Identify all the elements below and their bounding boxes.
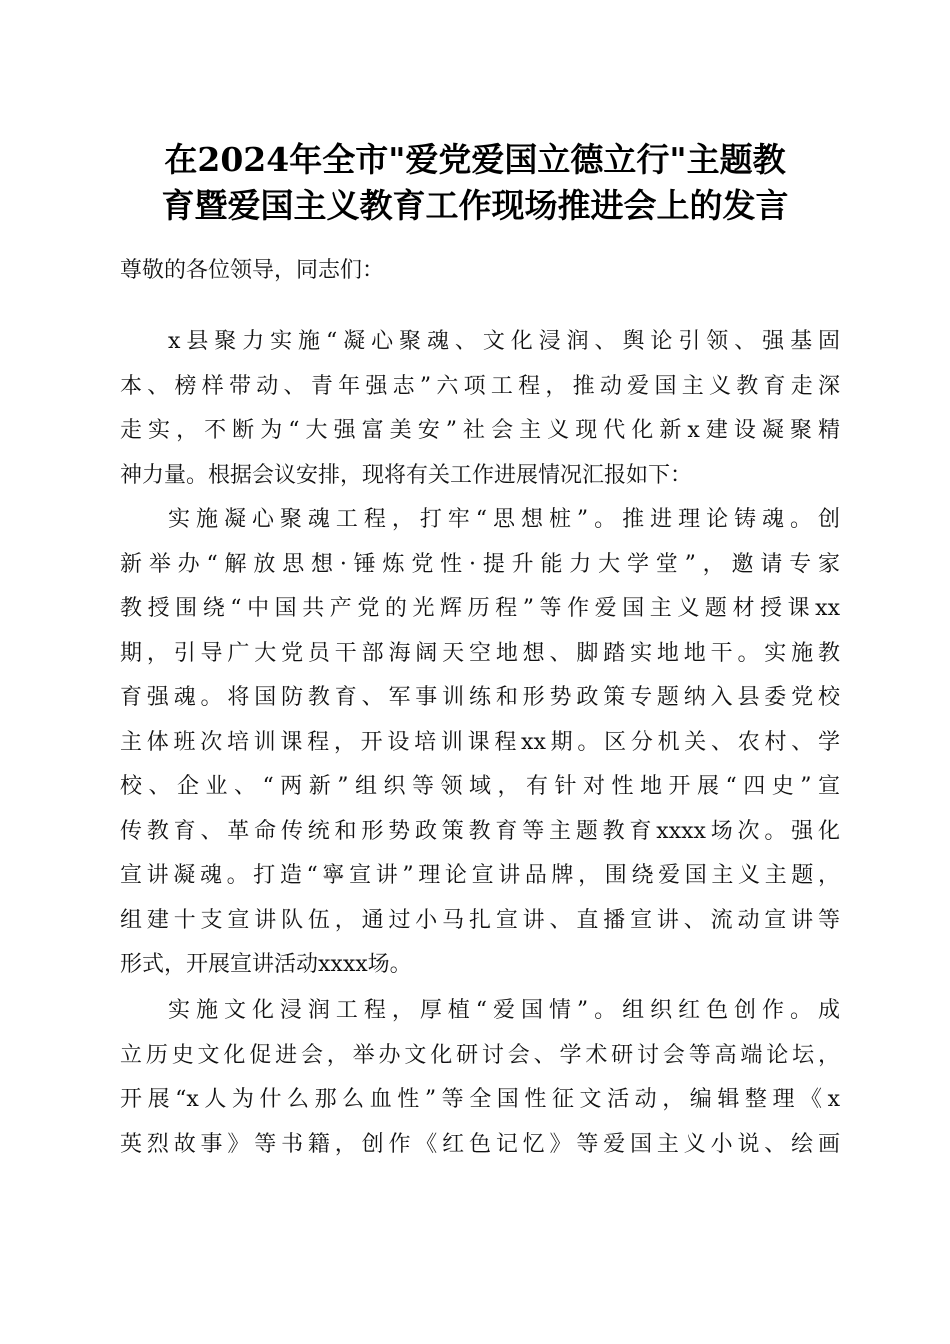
paragraph-wenhua: [120, 989, 840, 1167]
paragraph-line: 神力量。根据会议安排，现将有关工作进展情况汇报如下：: [120, 462, 693, 488]
paragraph-line: 实施凝心聚魂工程，打牢“思想桩”。推进理论铸魂。创: [168, 507, 840, 532]
paragraph-line: 开展“x人为什么那么血性”等全国性征文活动，编辑整理《x: [120, 1087, 840, 1112]
title-line-2: 育暨爱国主义教育工作现场推进会上的发言: [161, 186, 789, 225]
paragraph-line: 期，引导广大党员干部海阔天空地想、脚踏实地地干。实施教: [120, 640, 840, 666]
paragraph-line: 新举办“解放思想·锤炼党性·提升能力大学堂”，邀请专家: [120, 551, 840, 577]
paragraph-line: 英烈故事》等书籍，创作《红色记忆》等爱国主义小说、绘画: [120, 1131, 840, 1157]
paragraph-line: 组建十支宣讲队伍，通过小马扎宣讲、直播宣讲、流动宣讲等: [120, 907, 840, 933]
paragraph-line: 主体班次培训课程，开设培训课程xx期。区分机关、农村、学: [120, 729, 840, 755]
paragraph-line: 本、榜样带动、青年强志”六项工程，推动爱国主义教育走深: [120, 373, 840, 399]
paragraph-line: 育强魂。将国防教育、军事训练和形势政策专题纳入县委党校: [120, 685, 840, 710]
paragraph-line: x县聚力实施“凝心聚魂、文化浸润、舆论引领、强基固: [168, 329, 840, 354]
paragraph-intro: [120, 320, 840, 498]
title-line-1: 在2024年全市"爱党爱国立德立行"主题教: [164, 140, 786, 179]
paragraph-line: 校、企业、“两新”组织等领域，有针对性地开展“四史”宣: [120, 774, 840, 799]
salutation: 尊敬的各位领导，同志们：: [120, 258, 385, 283]
paragraph-line: 走实，不断为“大强富美安”社会主义现代化新x建设凝聚精: [120, 418, 840, 443]
paragraph-line: 教授围绕“中国共产党的光辉历程”等作爱国主义题材授课xx: [120, 596, 840, 621]
paragraph-line: 立历史文化促进会，举办文化研讨会、学术研讨会等高端论坛，: [120, 1042, 840, 1068]
paragraph-ningxin: [120, 498, 840, 988]
paragraph-line: 实施文化浸润工程，厚植“爱国情”。组织红色创作。成: [168, 998, 840, 1023]
document-title: [110, 137, 840, 229]
paragraph-line: 形式，开展宣讲活动xxxx场。: [120, 952, 412, 977]
paragraph-line: 宣讲凝魂。打造“寧宣讲”理论宣讲品牌，围绕爱国主义主题，: [120, 863, 840, 888]
paragraph-line: 传教育、革命传统和形势政策教育等主题教育xxxx场次。强化: [120, 818, 840, 844]
